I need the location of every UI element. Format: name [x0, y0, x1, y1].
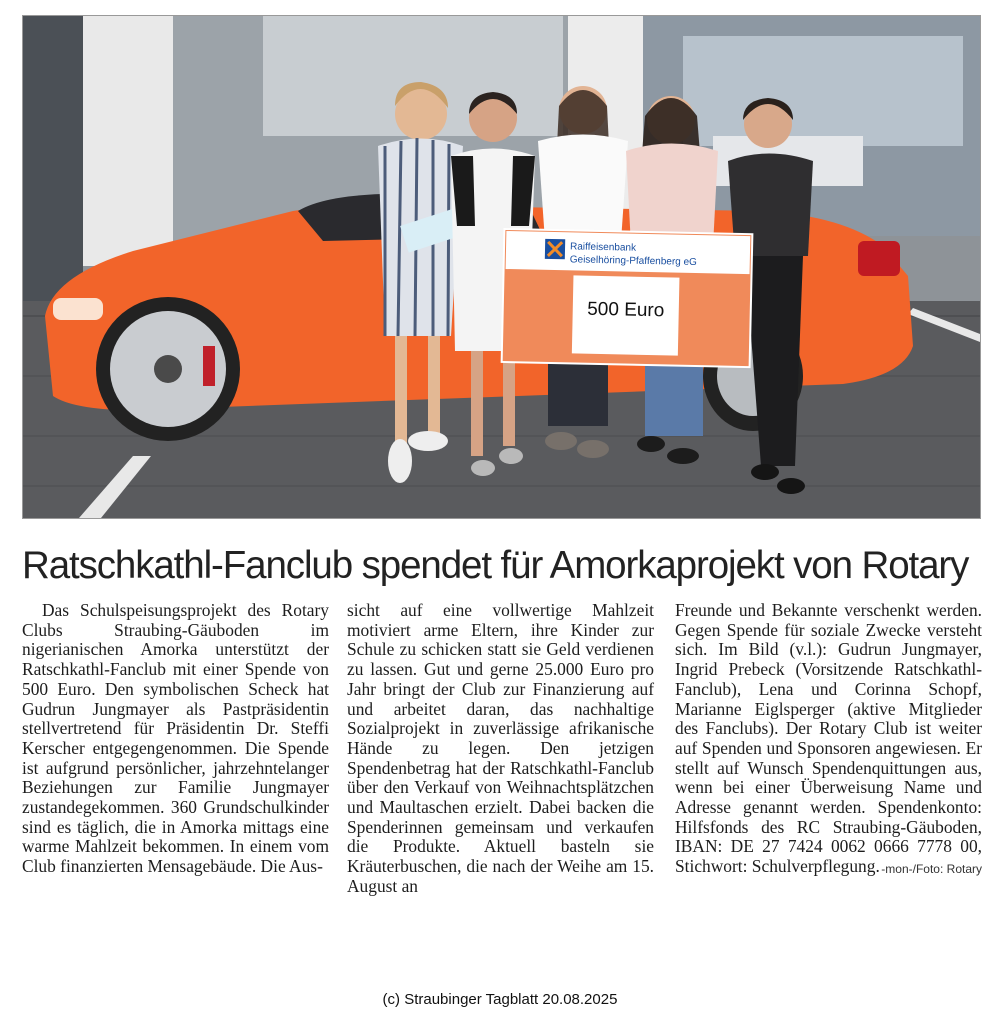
article-column-2: sicht auf eine vollwertige Mahlzeit motiviert arme Eltern, ihre Kinder zur Schule zu schicken statt sie Geld verdienen zu lassen. Gut und gerne 25.000 Euro pro Jahr bringt der Club zur Finanzierung auf und arbeitet daran, das nachhaltige Sozialprojekt in zuverlässige afrikanische Hände zu legen. Den jetzigen Spendenbetrag hat der Ratschkathl-Fanclub über den Verkauf von Weihnachtsplätzchen und Maultaschen erzielt. Dabei backen die Spenderinnen gemeinsam und verkaufen die Produkte. Aktuell basteln sie Kräuterbuschen, die nach der Weihe am 15. August an: [347, 600, 654, 896]
article-column-3: [675, 601, 982, 880]
copyright-line: (c) Straubinger Tagblatt 20.08.2025: [382, 991, 618, 1008]
person-4-top: [626, 144, 718, 247]
article-photo: [22, 15, 981, 519]
window-reflection-right: [683, 36, 963, 146]
check-bank-line2: Geiselhöring-Pfaffenberg eG: [569, 254, 698, 269]
photo-credit: -mon-/Foto: Rotary: [881, 862, 982, 877]
headlight: [53, 298, 103, 320]
white-column: [83, 16, 173, 266]
photo-scene: [23, 16, 980, 518]
article-column-1: Das Schulspeisungsprojekt des Rotary Clubs Straubing-Gäuboden im nigerianischen Amorka unterstützt der Ratschkathl-Fanclub mit einer Spende von 500 Euro. Den symbolischen Scheck hat Gudrun Jungmayer als Pastpräsidentin stellvertretend für Präsidentin Dr. Steffi Kerscher entgegengenommen. Die Spende ist aufgrund persönlicher, jahrzehntelanger Beziehungen zur Familie Jungmayer zustandegekommen. 360 Grundschulkinder sind es täglich, die in Amorka mittags eine warme Mahlzeit bekommen. In einem vom Club finanzierten Mensagebäude. Die Aus-: [22, 600, 329, 877]
check-bank-line1: Raiffeisenbank: [569, 241, 637, 254]
article-headline: Ratschkathl-Fanclub spendet für Amorkaprojekt von Rotary: [22, 544, 969, 587]
person-3-top: [538, 135, 628, 242]
donation-check: [502, 229, 753, 367]
tail-light: [858, 241, 900, 276]
article-column-3-text: Freunde und Bekannte verschenkt werden. Gegen Spende für soziale Zwecke versteht sich. Im Bild (v.l.): Gudrun Jungmayer, Ingrid Prebeck (Vorsitzende Ratschkathl-Fanclub), Lena und Corinna Schopf, Marianne Eiglsperger (aktive Mitglieder des Fanclubs). Der Rotary Club ist weiter auf Spenden und Sponsoren angewiesen. Er stellt auf Wunsch Spendenquittungen aus, wenn bei einer Überweisung Name und Adresse genannt werden. Spendenkonto: Hilfsfonds des RC Straubing-Gäuboden, IBAN: DE 27 7424 0062 0666 7778 00, Stichwort: Schulverpflegung.: [675, 600, 982, 877]
check-amount: 500 Euro: [586, 298, 665, 322]
pillar-left: [23, 16, 83, 306]
brake-caliper: [203, 346, 215, 386]
